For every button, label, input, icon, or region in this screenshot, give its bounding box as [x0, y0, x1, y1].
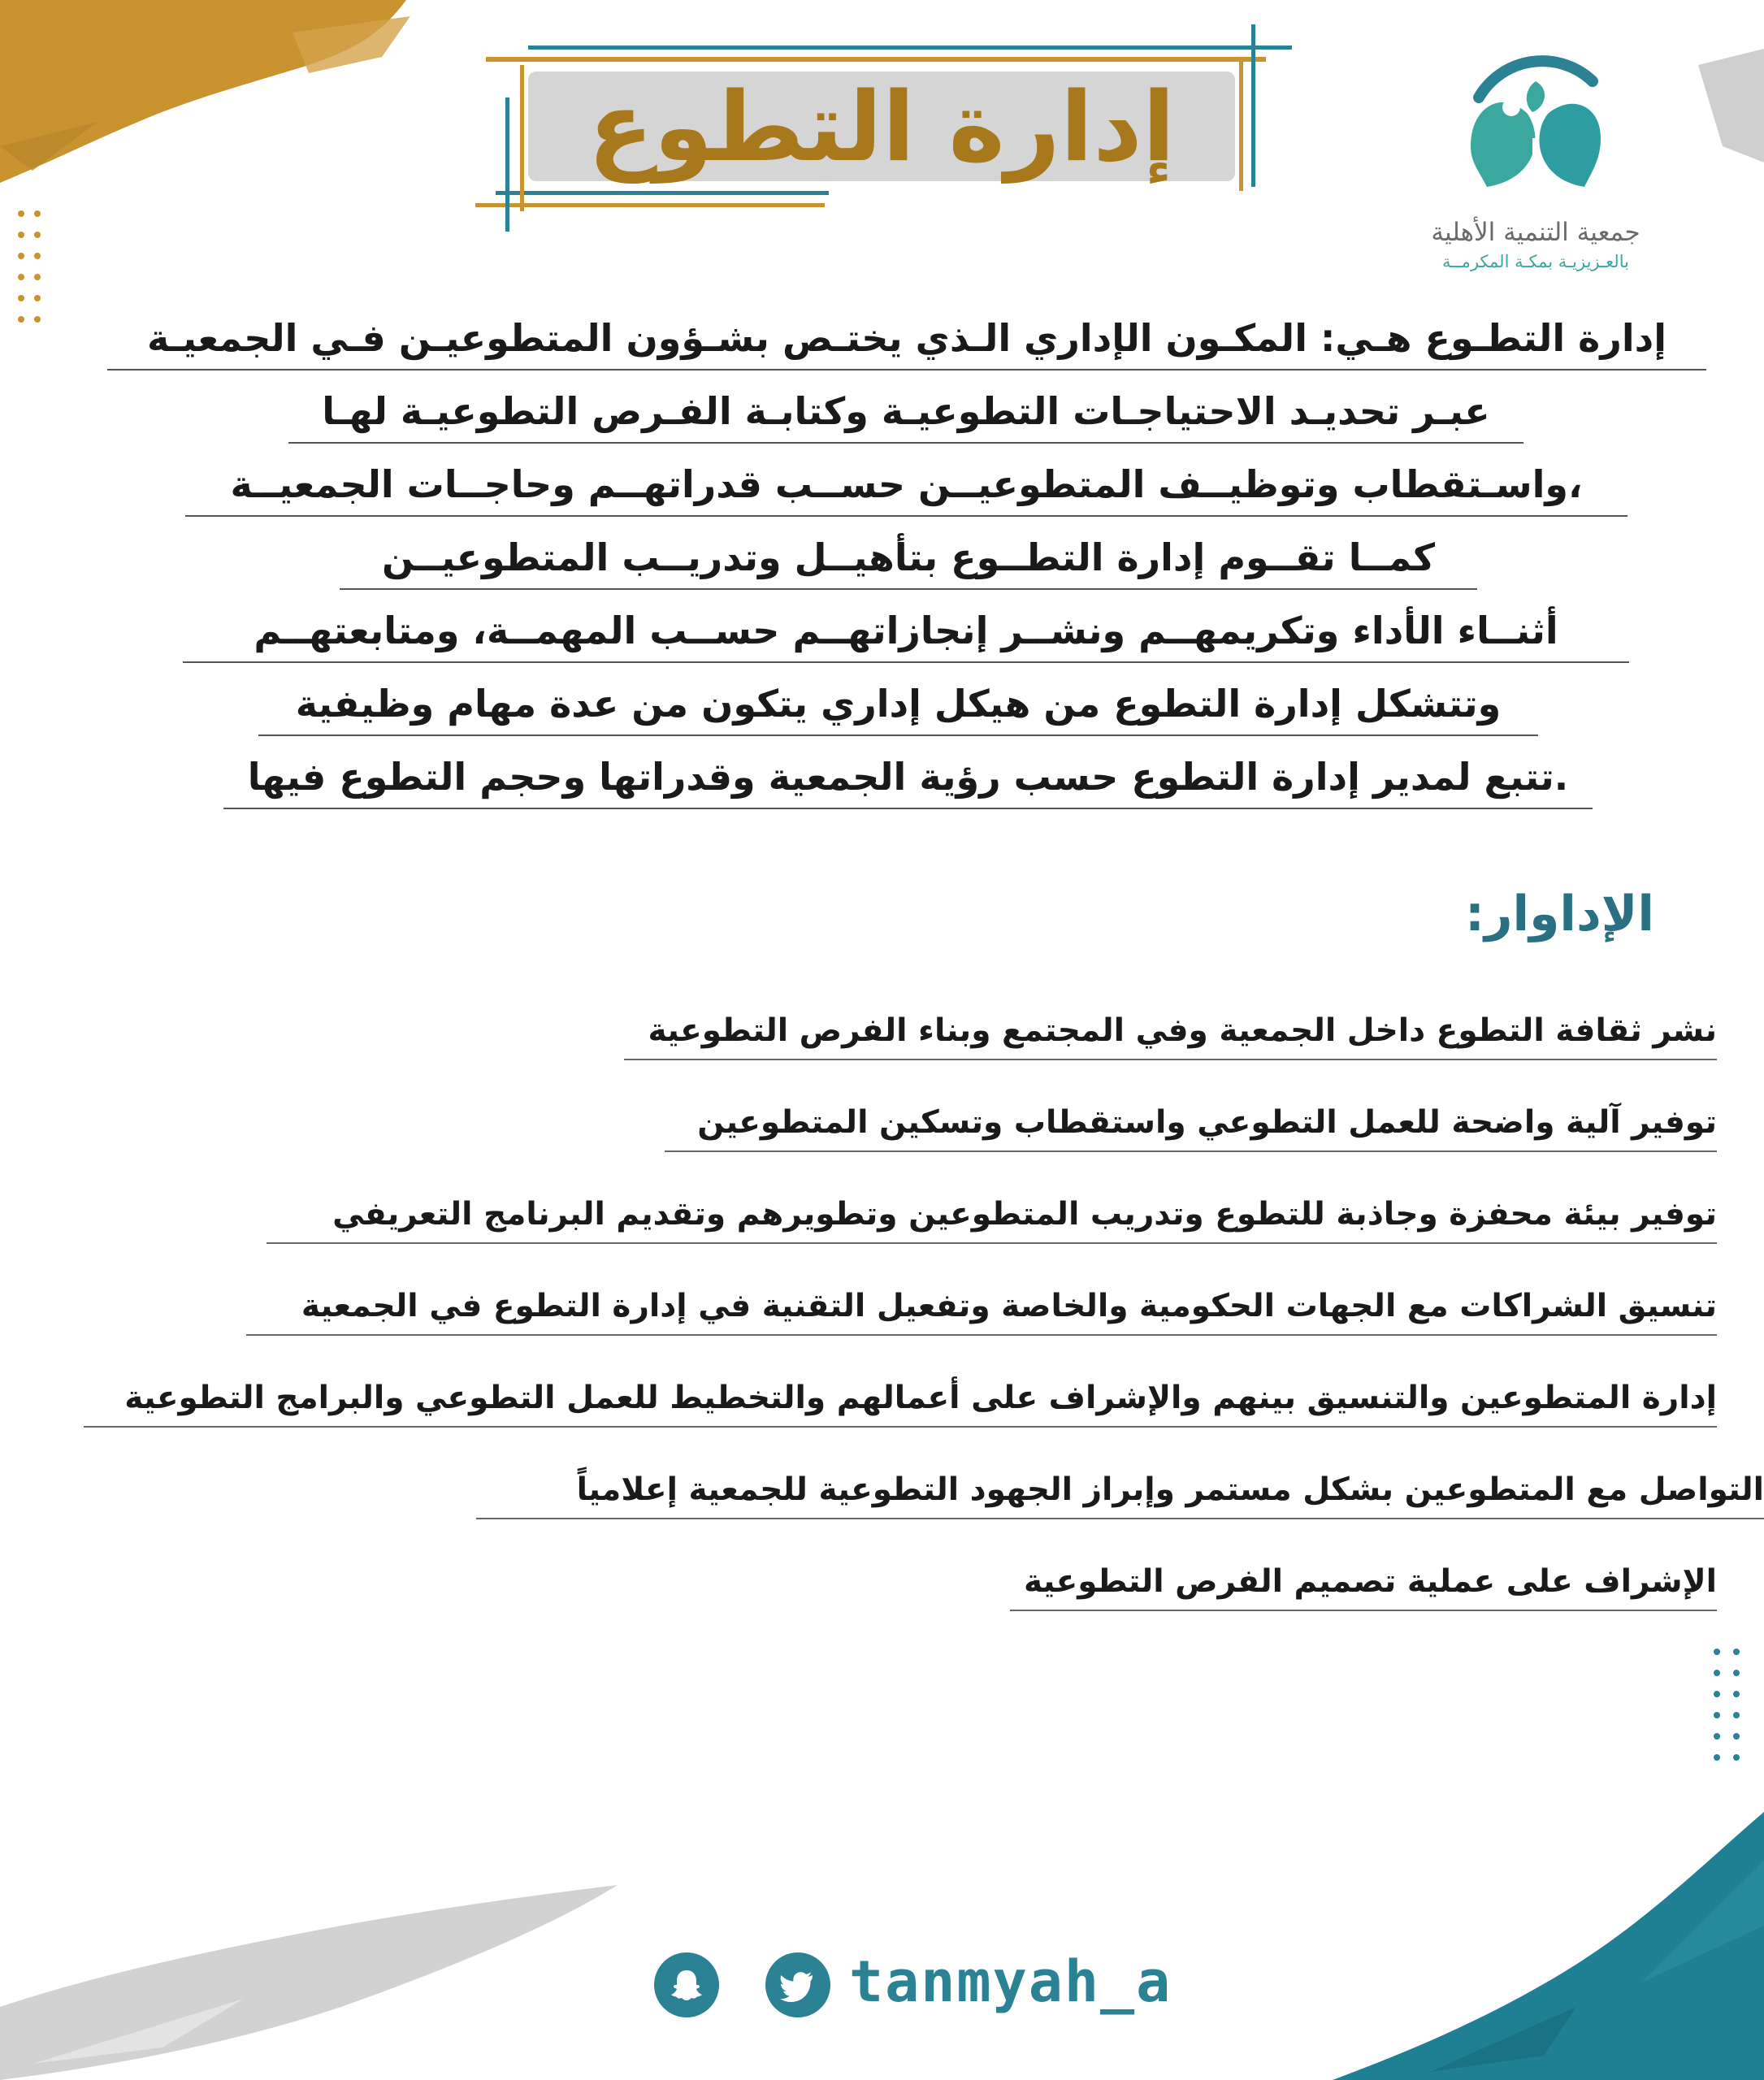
intro-line: كمــا تقــوم إدارة التطــوع بتأهيــل وتدريــب المتطوعيــن	[340, 526, 1477, 590]
page-title: إدارة التطوع	[587, 70, 1176, 183]
title-frame-line	[1239, 61, 1243, 191]
title-frame-line	[496, 191, 829, 195]
logo-subtitle: بالعـزيزيـة بمكـة المكرمــة	[1442, 252, 1629, 271]
intro-line: أثنــاء الأداء وتكريمهــم ونشــر إنجازاتهــم حســب المهمــة، ومتابعتهــم	[183, 600, 1629, 663]
role-item: الإشراف على عملية تصميم الفرص التطوعية	[1010, 1554, 1717, 1611]
logo-name: جمعية التنمية الأهلية	[1431, 218, 1640, 247]
snapchat-icon[interactable]	[654, 1952, 719, 2017]
title-box	[528, 72, 1235, 181]
intro-line: وتتشكل إدارة التطوع من هيكل إداري يتكون من عدة مهام وظيفية	[258, 673, 1538, 736]
gray-brush-decoration-bottom	[0, 1877, 618, 2080]
intro-line: إدارة التطـوع هـي: المكـون الإداري الـذي يختـص بشـؤون المتطوعيـن فـي الجمعيـة	[107, 307, 1706, 370]
teal-dots-decoration	[1710, 1645, 1759, 1775]
teal-brush-decoration	[1333, 1812, 1764, 2080]
role-item: تنسيق الشراكات مع الجهات الحكومية والخاصة وتفعيل التقنية في إدارة التطوع في الجمعية	[246, 1279, 1717, 1336]
social-handle[interactable]: tanmyah_a	[849, 1948, 1172, 2015]
logo-icon	[1454, 49, 1617, 211]
role-item: إدارة المتطوعين والتنسيق بينهم والإشراف على أعمالهم والتخطيط للعمل التطوعي والبرامج التطوعية	[84, 1371, 1717, 1428]
role-item: توفير آلية واضحة للعمل التطوعي واستقطاب وتسكين المتطوعين	[665, 1095, 1717, 1152]
twitter-icon[interactable]	[765, 1952, 830, 2017]
title-frame-line	[475, 203, 825, 207]
intro-line: عبـر تحديـد الاحتياجـات التطوعيـة وكتابـة الفـرص التطوعيـة لهـا	[288, 380, 1523, 444]
title-frame-line	[520, 65, 524, 211]
title-frame-line	[505, 98, 509, 232]
gray-brush-decoration-top	[1674, 49, 1764, 171]
roles-heading: الإداوار:	[1465, 886, 1654, 942]
role-item: التواصل مع المتطوعين بشكل مستمر وإبراز الجهود التطوعية للجمعية إعلامياً	[476, 1462, 1764, 1519]
role-item: توفير بيئة محفزة وجاذبة للتطوع وتدريب المتطوعين وتطويرهم وتقديم البرنامج التعريفي	[267, 1187, 1717, 1244]
title-frame-line	[1251, 24, 1255, 187]
title-frame-line	[486, 57, 1266, 62]
title-frame-line	[528, 46, 1292, 50]
gold-brush-decoration	[0, 0, 423, 195]
gold-dots-decoration	[15, 207, 47, 337]
intro-line: ،واسـتقطاب وتوظيــف المتطوعيــن حســب قدراتهــم وحاجــات الجمعيــة	[185, 453, 1627, 517]
intro-line: .تتبع لمدير إدارة التطوع حسب رؤية الجمعية وقدراتها وحجم التطوع فيها	[223, 746, 1593, 809]
role-item: نشر ثقافة التطوع داخل الجمعية وفي المجتمع وبناء الفرص التطوعية	[624, 1003, 1717, 1060]
